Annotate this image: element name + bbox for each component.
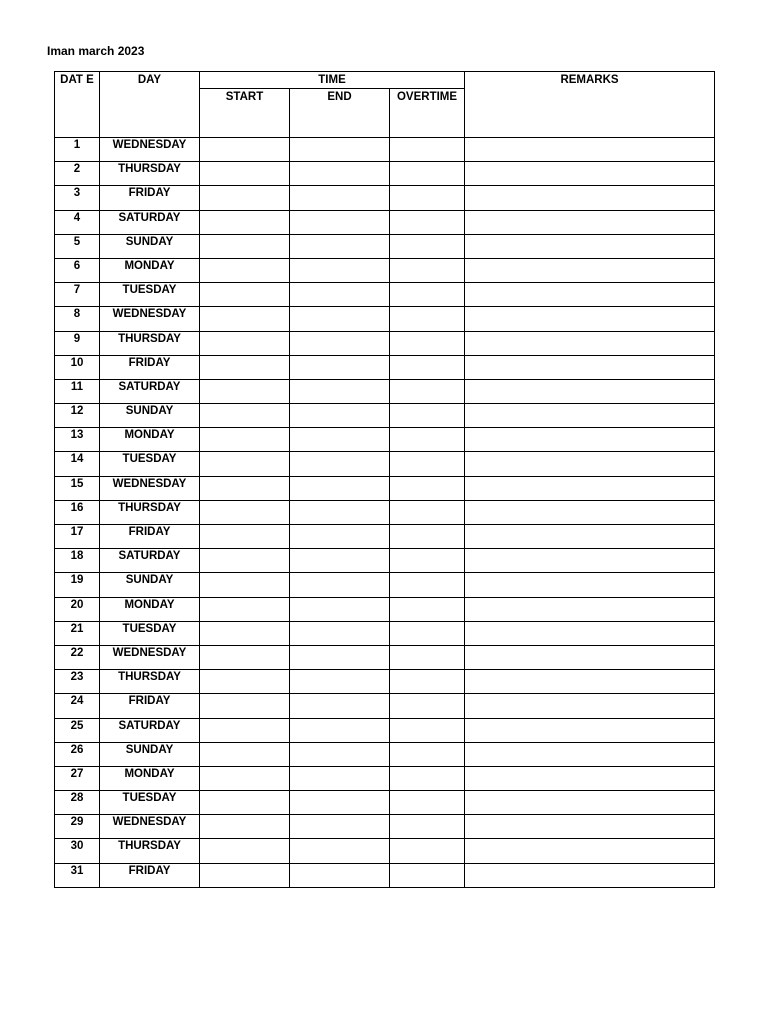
- day-cell: TUESDAY: [100, 283, 200, 307]
- start-time-cell[interactable]: [200, 331, 290, 355]
- day-cell: FRIDAY: [100, 863, 200, 887]
- table-row: [55, 815, 715, 839]
- remarks-cell[interactable]: [465, 670, 715, 694]
- date-cell: 23: [55, 670, 100, 694]
- overtime-cell[interactable]: [390, 597, 465, 621]
- remarks-cell[interactable]: [465, 258, 715, 282]
- table-row: [55, 331, 715, 355]
- remarks-cell[interactable]: [465, 549, 715, 573]
- overtime-cell[interactable]: [390, 694, 465, 718]
- overtime-cell[interactable]: [390, 355, 465, 379]
- day-cell: THURSDAY: [100, 670, 200, 694]
- start-time-cell[interactable]: [200, 355, 290, 379]
- date-cell: 26: [55, 742, 100, 766]
- day-cell: THURSDAY: [100, 331, 200, 355]
- table-row: [55, 839, 715, 863]
- start-time-cell[interactable]: [200, 597, 290, 621]
- remarks-column-header: REMARKS: [465, 72, 715, 138]
- start-time-cell[interactable]: [200, 404, 290, 428]
- date-cell: 9: [55, 331, 100, 355]
- overtime-column-header: OVERTIME: [390, 89, 465, 138]
- time-group-header: TIME: [200, 72, 465, 89]
- start-time-cell[interactable]: [200, 307, 290, 331]
- start-time-cell[interactable]: [200, 500, 290, 524]
- date-cell: 10: [55, 355, 100, 379]
- end-column-header: END: [290, 89, 390, 138]
- start-time-cell[interactable]: [200, 694, 290, 718]
- remarks-cell[interactable]: [465, 186, 715, 210]
- table-row: [55, 379, 715, 403]
- table-row: [55, 500, 715, 524]
- start-time-cell[interactable]: [200, 186, 290, 210]
- day-cell: WEDNESDAY: [100, 645, 200, 669]
- remarks-cell[interactable]: [465, 138, 715, 162]
- start-time-cell[interactable]: [200, 162, 290, 186]
- end-time-cell[interactable]: [290, 645, 390, 669]
- table-row: [55, 863, 715, 887]
- overtime-cell[interactable]: [390, 379, 465, 403]
- end-time-cell[interactable]: [290, 355, 390, 379]
- end-time-cell[interactable]: [290, 597, 390, 621]
- overtime-cell[interactable]: [390, 283, 465, 307]
- table-row: [55, 645, 715, 669]
- table-row: [55, 766, 715, 790]
- day-cell: WEDNESDAY: [100, 476, 200, 500]
- remarks-cell[interactable]: [465, 645, 715, 669]
- day-cell: SATURDAY: [100, 379, 200, 403]
- start-time-cell[interactable]: [200, 258, 290, 282]
- end-time-cell[interactable]: [290, 670, 390, 694]
- start-time-cell[interactable]: [200, 379, 290, 403]
- day-column-header: DAY: [100, 72, 200, 138]
- date-cell: 11: [55, 379, 100, 403]
- remarks-cell[interactable]: [465, 283, 715, 307]
- day-cell: SUNDAY: [100, 573, 200, 597]
- table-row: [55, 307, 715, 331]
- end-time-cell[interactable]: [290, 210, 390, 234]
- day-cell: THURSDAY: [100, 162, 200, 186]
- overtime-cell[interactable]: [390, 525, 465, 549]
- start-time-cell[interactable]: [200, 839, 290, 863]
- remarks-cell[interactable]: [465, 307, 715, 331]
- date-cell: 2: [55, 162, 100, 186]
- remarks-cell[interactable]: [465, 404, 715, 428]
- end-time-cell[interactable]: [290, 694, 390, 718]
- date-cell: 13: [55, 428, 100, 452]
- end-time-cell[interactable]: [290, 283, 390, 307]
- overtime-cell[interactable]: [390, 863, 465, 887]
- table-row: [55, 670, 715, 694]
- end-time-cell[interactable]: [290, 331, 390, 355]
- day-cell: TUESDAY: [100, 621, 200, 645]
- remarks-cell[interactable]: [465, 694, 715, 718]
- overtime-cell[interactable]: [390, 791, 465, 815]
- start-time-cell[interactable]: [200, 234, 290, 258]
- table-row: [55, 162, 715, 186]
- day-cell: TUESDAY: [100, 452, 200, 476]
- header-row-top: [55, 72, 715, 89]
- remarks-cell[interactable]: [465, 452, 715, 476]
- end-time-cell[interactable]: [290, 186, 390, 210]
- overtime-cell[interactable]: [390, 718, 465, 742]
- date-cell: 6: [55, 258, 100, 282]
- end-time-cell[interactable]: [290, 234, 390, 258]
- date-cell: 8: [55, 307, 100, 331]
- remarks-cell[interactable]: [465, 525, 715, 549]
- end-time-cell[interactable]: [290, 718, 390, 742]
- day-cell: SUNDAY: [100, 404, 200, 428]
- date-cell: 29: [55, 815, 100, 839]
- table-row: [55, 355, 715, 379]
- end-time-cell[interactable]: [290, 742, 390, 766]
- date-cell: 31: [55, 863, 100, 887]
- overtime-cell[interactable]: [390, 476, 465, 500]
- start-time-cell[interactable]: [200, 863, 290, 887]
- date-cell: 19: [55, 573, 100, 597]
- date-cell: 1: [55, 138, 100, 162]
- table-row: [55, 452, 715, 476]
- date-cell: 7: [55, 283, 100, 307]
- date-cell: 22: [55, 645, 100, 669]
- table-row: [55, 404, 715, 428]
- end-time-cell[interactable]: [290, 138, 390, 162]
- overtime-cell[interactable]: [390, 404, 465, 428]
- day-cell: FRIDAY: [100, 525, 200, 549]
- overtime-cell[interactable]: [390, 186, 465, 210]
- overtime-cell[interactable]: [390, 428, 465, 452]
- overtime-cell[interactable]: [390, 307, 465, 331]
- table-row: [55, 549, 715, 573]
- date-cell: 4: [55, 210, 100, 234]
- start-time-cell[interactable]: [200, 791, 290, 815]
- overtime-cell[interactable]: [390, 766, 465, 790]
- end-time-cell[interactable]: [290, 549, 390, 573]
- overtime-cell[interactable]: [390, 138, 465, 162]
- remarks-cell[interactable]: [465, 766, 715, 790]
- table-row: [55, 258, 715, 282]
- day-cell: SUNDAY: [100, 234, 200, 258]
- remarks-cell[interactable]: [465, 718, 715, 742]
- day-cell: FRIDAY: [100, 186, 200, 210]
- date-column-header: DAT E: [55, 72, 100, 138]
- date-cell: 28: [55, 791, 100, 815]
- overtime-cell[interactable]: [390, 500, 465, 524]
- remarks-cell[interactable]: [465, 476, 715, 500]
- date-cell: 24: [55, 694, 100, 718]
- remarks-cell[interactable]: [465, 162, 715, 186]
- table-row: [55, 597, 715, 621]
- remarks-cell[interactable]: [465, 573, 715, 597]
- start-time-cell[interactable]: [200, 573, 290, 597]
- overtime-cell[interactable]: [390, 645, 465, 669]
- date-cell: 21: [55, 621, 100, 645]
- overtime-cell[interactable]: [390, 452, 465, 476]
- document-title: Iman march 2023: [47, 44, 145, 58]
- table-row: [55, 525, 715, 549]
- day-cell: WEDNESDAY: [100, 307, 200, 331]
- day-cell: SATURDAY: [100, 210, 200, 234]
- start-time-cell[interactable]: [200, 742, 290, 766]
- table-row: [55, 234, 715, 258]
- date-cell: 20: [55, 597, 100, 621]
- remarks-cell[interactable]: [465, 234, 715, 258]
- table-row: [55, 476, 715, 500]
- start-time-cell[interactable]: [200, 210, 290, 234]
- remarks-cell[interactable]: [465, 742, 715, 766]
- timesheet-body: [55, 138, 715, 888]
- start-time-cell[interactable]: [200, 645, 290, 669]
- remarks-cell[interactable]: [465, 355, 715, 379]
- remarks-cell[interactable]: [465, 621, 715, 645]
- end-time-cell[interactable]: [290, 500, 390, 524]
- end-time-cell[interactable]: [290, 476, 390, 500]
- end-time-cell[interactable]: [290, 791, 390, 815]
- end-time-cell[interactable]: [290, 307, 390, 331]
- remarks-cell[interactable]: [465, 331, 715, 355]
- day-cell: MONDAY: [100, 597, 200, 621]
- overtime-cell[interactable]: [390, 839, 465, 863]
- start-time-cell[interactable]: [200, 766, 290, 790]
- remarks-cell[interactable]: [465, 428, 715, 452]
- day-cell: SUNDAY: [100, 742, 200, 766]
- remarks-cell[interactable]: [465, 500, 715, 524]
- remarks-cell[interactable]: [465, 379, 715, 403]
- table-row: [55, 742, 715, 766]
- table-row: [55, 621, 715, 645]
- start-time-cell[interactable]: [200, 670, 290, 694]
- table-row: [55, 694, 715, 718]
- start-time-cell[interactable]: [200, 815, 290, 839]
- table-row: [55, 573, 715, 597]
- start-time-cell[interactable]: [200, 621, 290, 645]
- day-cell: SATURDAY: [100, 549, 200, 573]
- overtime-cell[interactable]: [390, 573, 465, 597]
- remarks-cell[interactable]: [465, 791, 715, 815]
- overtime-cell[interactable]: [390, 670, 465, 694]
- end-time-cell[interactable]: [290, 621, 390, 645]
- overtime-cell[interactable]: [390, 815, 465, 839]
- day-cell: WEDNESDAY: [100, 815, 200, 839]
- date-cell: 14: [55, 452, 100, 476]
- overtime-cell[interactable]: [390, 162, 465, 186]
- day-cell: MONDAY: [100, 428, 200, 452]
- date-cell: 18: [55, 549, 100, 573]
- date-cell: 17: [55, 525, 100, 549]
- date-cell: 3: [55, 186, 100, 210]
- table-row: [55, 186, 715, 210]
- start-time-cell[interactable]: [200, 718, 290, 742]
- table-row: [55, 718, 715, 742]
- end-time-cell[interactable]: [290, 258, 390, 282]
- date-cell: 16: [55, 500, 100, 524]
- date-cell: 12: [55, 404, 100, 428]
- end-time-cell[interactable]: [290, 525, 390, 549]
- start-time-cell[interactable]: [200, 283, 290, 307]
- table-row: [55, 283, 715, 307]
- table-row: [55, 791, 715, 815]
- end-time-cell[interactable]: [290, 404, 390, 428]
- day-cell: MONDAY: [100, 258, 200, 282]
- end-time-cell[interactable]: [290, 162, 390, 186]
- table-row: [55, 210, 715, 234]
- overtime-cell[interactable]: [390, 258, 465, 282]
- remarks-cell[interactable]: [465, 863, 715, 887]
- day-cell: SATURDAY: [100, 718, 200, 742]
- day-cell: FRIDAY: [100, 694, 200, 718]
- end-time-cell[interactable]: [290, 452, 390, 476]
- end-time-cell[interactable]: [290, 863, 390, 887]
- overtime-cell[interactable]: [390, 742, 465, 766]
- start-time-cell[interactable]: [200, 138, 290, 162]
- overtime-cell[interactable]: [390, 234, 465, 258]
- start-time-cell[interactable]: [200, 452, 290, 476]
- end-time-cell[interactable]: [290, 379, 390, 403]
- start-time-cell[interactable]: [200, 476, 290, 500]
- end-time-cell[interactable]: [290, 766, 390, 790]
- table-row: [55, 428, 715, 452]
- day-cell: THURSDAY: [100, 500, 200, 524]
- day-cell: WEDNESDAY: [100, 138, 200, 162]
- date-cell: 15: [55, 476, 100, 500]
- date-cell: 27: [55, 766, 100, 790]
- remarks-cell[interactable]: [465, 597, 715, 621]
- remarks-cell[interactable]: [465, 210, 715, 234]
- timesheet-table: [54, 71, 715, 888]
- end-time-cell[interactable]: [290, 573, 390, 597]
- overtime-cell[interactable]: [390, 621, 465, 645]
- day-cell: MONDAY: [100, 766, 200, 790]
- day-cell: THURSDAY: [100, 839, 200, 863]
- overtime-cell[interactable]: [390, 210, 465, 234]
- date-cell: 25: [55, 718, 100, 742]
- overtime-cell[interactable]: [390, 549, 465, 573]
- end-time-cell[interactable]: [290, 815, 390, 839]
- overtime-cell[interactable]: [390, 331, 465, 355]
- table-row: [55, 138, 715, 162]
- remarks-cell[interactable]: [465, 839, 715, 863]
- start-time-cell[interactable]: [200, 428, 290, 452]
- date-cell: 5: [55, 234, 100, 258]
- date-cell: 30: [55, 839, 100, 863]
- day-cell: TUESDAY: [100, 791, 200, 815]
- start-time-cell[interactable]: [200, 525, 290, 549]
- remarks-cell[interactable]: [465, 815, 715, 839]
- start-time-cell[interactable]: [200, 549, 290, 573]
- end-time-cell[interactable]: [290, 428, 390, 452]
- day-cell: FRIDAY: [100, 355, 200, 379]
- end-time-cell[interactable]: [290, 839, 390, 863]
- start-column-header: START: [200, 89, 290, 138]
